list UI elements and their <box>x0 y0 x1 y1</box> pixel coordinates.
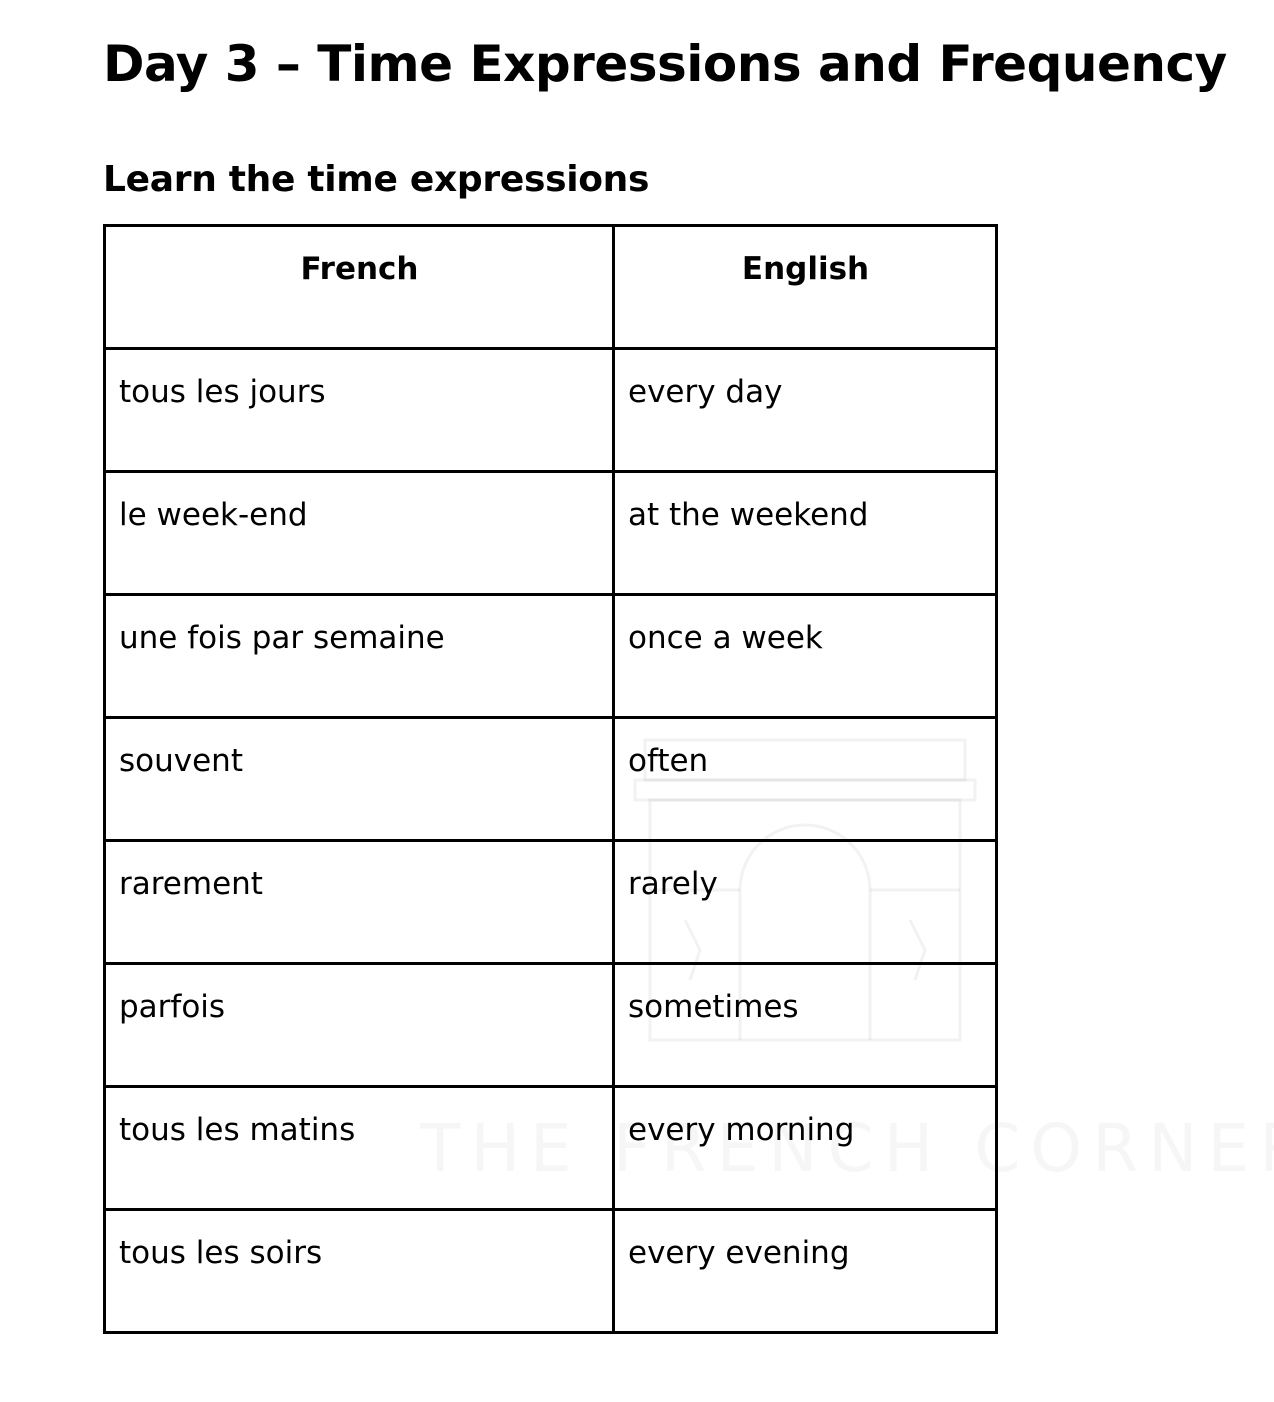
english-cell: at the weekend <box>614 472 997 595</box>
table-header-row <box>105 226 997 349</box>
table-row <box>105 472 997 595</box>
english-cell: sometimes <box>614 964 997 1087</box>
english-cell: often <box>614 718 997 841</box>
table-row <box>105 964 997 1087</box>
table-row <box>105 841 997 964</box>
header-english: English <box>614 226 997 349</box>
french-cell: rarement <box>105 841 614 964</box>
table-row <box>105 1087 997 1210</box>
english-cell: once a week <box>614 595 997 718</box>
french-cell: tous les matins <box>105 1087 614 1210</box>
vocab-table <box>103 224 998 1334</box>
table-row <box>105 595 997 718</box>
table-row <box>105 349 997 472</box>
header-french: French <box>105 226 614 349</box>
french-cell: le week-end <box>105 472 614 595</box>
table-row <box>105 1210 997 1333</box>
french-cell: tous les soirs <box>105 1210 614 1333</box>
page-title: Day 3 – Time Expressions and Frequency <box>103 35 1227 93</box>
french-cell: tous les jours <box>105 349 614 472</box>
english-cell: every morning <box>614 1087 997 1210</box>
french-cell: souvent <box>105 718 614 841</box>
english-cell: every day <box>614 349 997 472</box>
english-cell: every evening <box>614 1210 997 1333</box>
french-cell: parfois <box>105 964 614 1087</box>
english-cell: rarely <box>614 841 997 964</box>
table-row <box>105 718 997 841</box>
section-heading: Learn the time expressions <box>103 159 650 200</box>
french-cell: une fois par semaine <box>105 595 614 718</box>
